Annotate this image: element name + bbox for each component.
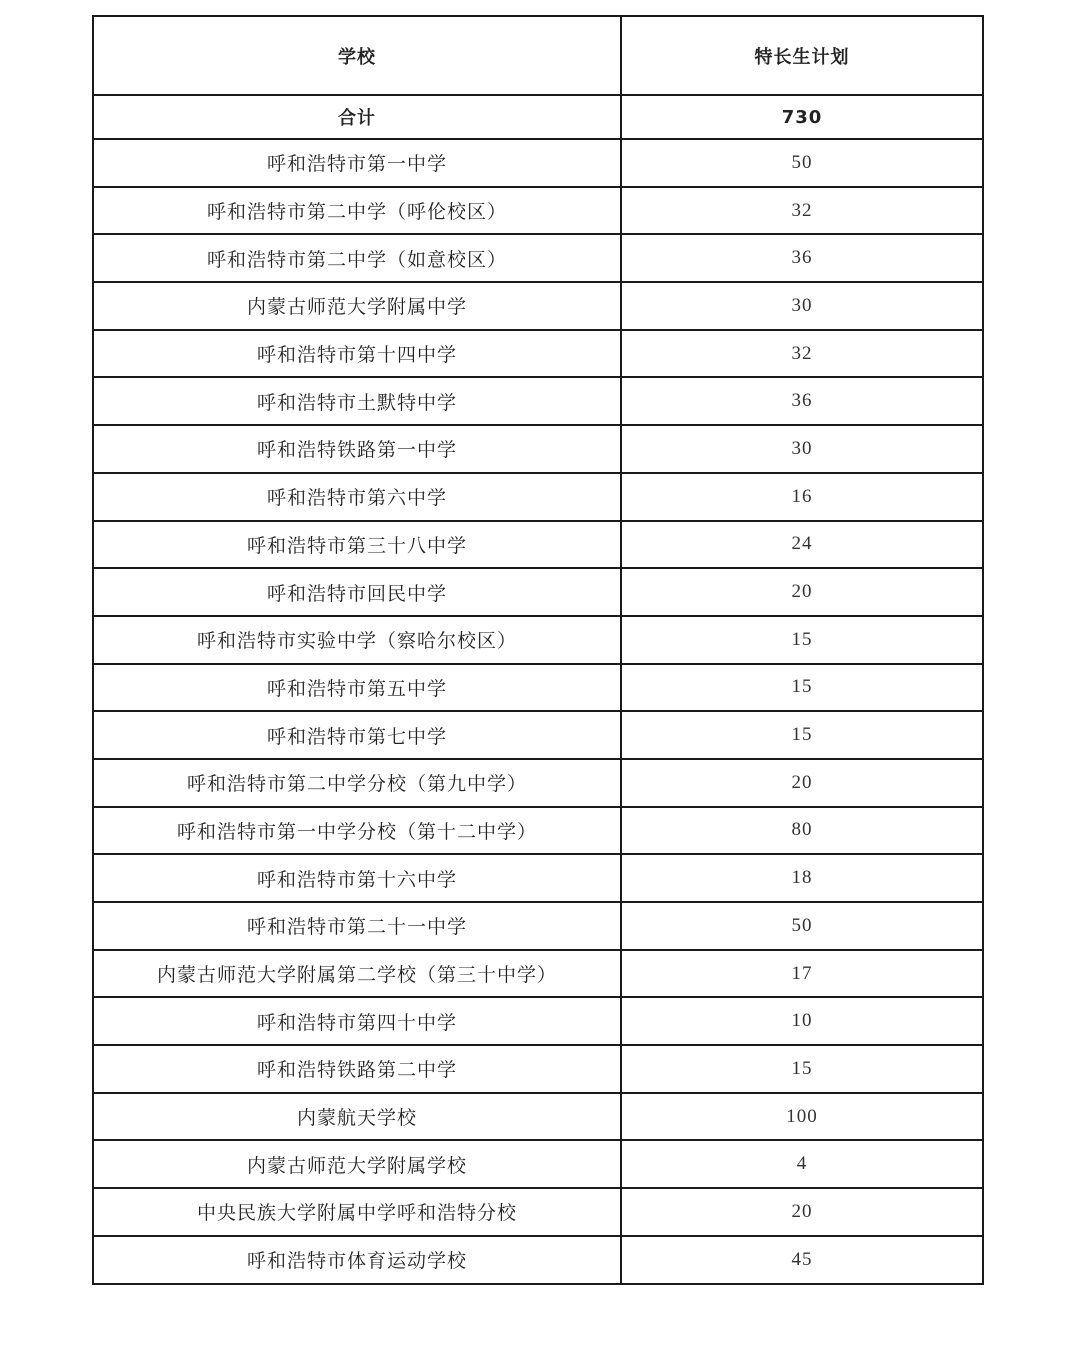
plan-count-cell: 80 [621, 807, 983, 855]
school-name-cell: 呼和浩特市第十六中学 [93, 854, 621, 902]
plan-count-cell: 15 [621, 664, 983, 712]
table-row [93, 1045, 983, 1093]
school-name-cell: 呼和浩特市第一中学 [93, 139, 621, 187]
specialty-plan-table [92, 15, 984, 1285]
table-row [93, 1236, 983, 1284]
school-name-cell: 呼和浩特市第六中学 [93, 473, 621, 521]
plan-count-cell: 20 [621, 759, 983, 807]
school-name-cell: 呼和浩特市土默特中学 [93, 377, 621, 425]
plan-count-cell: 32 [621, 330, 983, 378]
school-name-cell: 内蒙古师范大学附属中学 [93, 282, 621, 330]
table-row [93, 759, 983, 807]
school-name-cell: 内蒙航天学校 [93, 1093, 621, 1141]
plan-count-cell: 15 [621, 616, 983, 664]
table-row [93, 1188, 983, 1236]
school-name-cell: 呼和浩特市第五中学 [93, 664, 621, 712]
table-row [93, 473, 983, 521]
table-row [93, 711, 983, 759]
plan-count-cell: 18 [621, 854, 983, 902]
table-row [93, 234, 983, 282]
plan-count-cell: 17 [621, 950, 983, 998]
table-row [93, 521, 983, 569]
total-value: 730 [621, 95, 983, 139]
plan-count-cell: 50 [621, 139, 983, 187]
school-name-cell: 呼和浩特市第二中学（呼伦校区） [93, 187, 621, 235]
plan-count-cell: 36 [621, 377, 983, 425]
header-plan: 特长生计划 [621, 16, 983, 95]
plan-count-cell: 50 [621, 902, 983, 950]
school-name-cell: 呼和浩特市体育运动学校 [93, 1236, 621, 1284]
table-row [93, 568, 983, 616]
header-school: 学校 [93, 16, 621, 95]
plan-count-cell: 16 [621, 473, 983, 521]
plan-count-cell: 20 [621, 1188, 983, 1236]
plan-count-cell: 15 [621, 1045, 983, 1093]
plan-count-cell: 45 [621, 1236, 983, 1284]
school-name-cell: 呼和浩特铁路第一中学 [93, 425, 621, 473]
school-name-cell: 呼和浩特市第二中学（如意校区） [93, 234, 621, 282]
school-name-cell: 呼和浩特市第二中学分校（第九中学） [93, 759, 621, 807]
total-row [93, 95, 983, 139]
table-row [93, 425, 983, 473]
plan-count-cell: 30 [621, 425, 983, 473]
plan-count-cell: 100 [621, 1093, 983, 1141]
school-name-cell: 呼和浩特市实验中学（察哈尔校区） [93, 616, 621, 664]
school-name-cell: 呼和浩特市第四十中学 [93, 997, 621, 1045]
total-label: 合计 [93, 95, 621, 139]
table-row [93, 1140, 983, 1188]
school-name-cell: 呼和浩特市第七中学 [93, 711, 621, 759]
table-row [93, 330, 983, 378]
school-name-cell: 呼和浩特市第三十八中学 [93, 521, 621, 569]
plan-count-cell: 10 [621, 997, 983, 1045]
plan-count-cell: 20 [621, 568, 983, 616]
table-row [93, 807, 983, 855]
table-header-row [93, 16, 983, 95]
plan-count-cell: 15 [621, 711, 983, 759]
plan-count-cell: 4 [621, 1140, 983, 1188]
school-name-cell: 内蒙古师范大学附属第二学校（第三十中学） [93, 950, 621, 998]
plan-count-cell: 32 [621, 187, 983, 235]
table-row [93, 950, 983, 998]
table-row [93, 997, 983, 1045]
table-row [93, 1093, 983, 1141]
school-name-cell: 呼和浩特铁路第二中学 [93, 1045, 621, 1093]
school-name-cell: 呼和浩特市第二十一中学 [93, 902, 621, 950]
school-name-cell: 内蒙古师范大学附属学校 [93, 1140, 621, 1188]
plan-count-cell: 30 [621, 282, 983, 330]
table-row [93, 139, 983, 187]
school-name-cell: 呼和浩特市第一中学分校（第十二中学） [93, 807, 621, 855]
plan-count-cell: 36 [621, 234, 983, 282]
table-row [93, 664, 983, 712]
table-row [93, 187, 983, 235]
school-name-cell: 中央民族大学附属中学呼和浩特分校 [93, 1188, 621, 1236]
table-row [93, 377, 983, 425]
table-row [93, 902, 983, 950]
table-row [93, 282, 983, 330]
table-row [93, 616, 983, 664]
school-name-cell: 呼和浩特市回民中学 [93, 568, 621, 616]
table-row [93, 854, 983, 902]
school-name-cell: 呼和浩特市第十四中学 [93, 330, 621, 378]
plan-count-cell: 24 [621, 521, 983, 569]
